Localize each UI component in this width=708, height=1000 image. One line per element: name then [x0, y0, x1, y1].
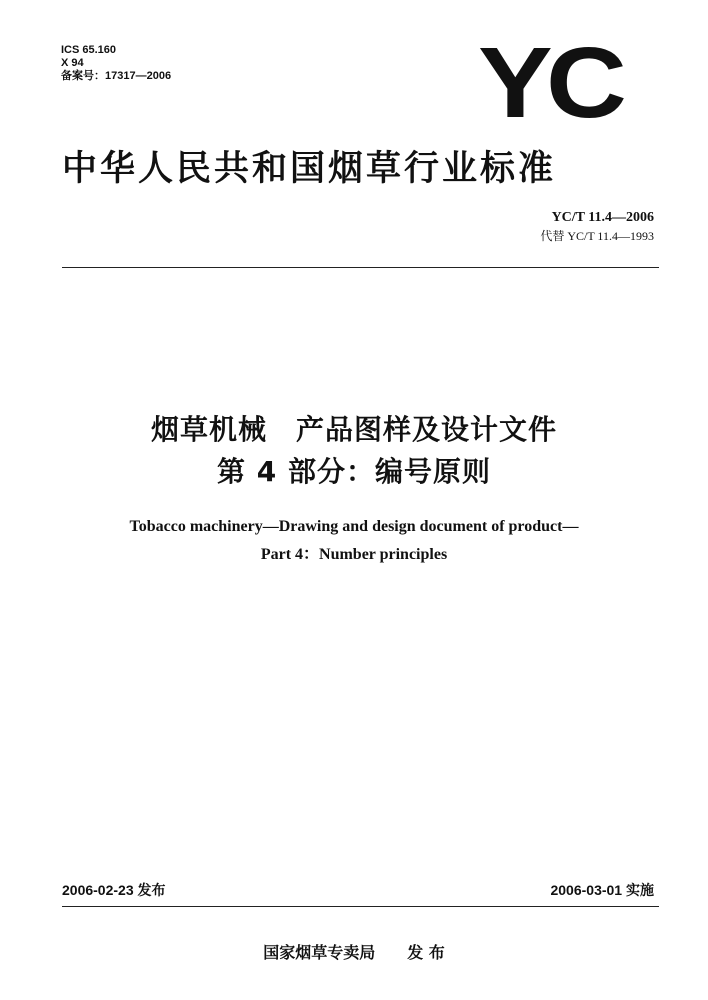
record-number: 备案号：17317—2006	[61, 70, 172, 82]
issuing-authority: 国家烟草专卖局 发 布	[263, 943, 445, 962]
replaces-standard: 代替 YC/T 11.4—1993	[540, 229, 654, 243]
document-title-zh-line1: 烟草机械 产品图样及设计文件	[150, 413, 557, 446]
classification-block	[61, 44, 171, 83]
publish-date: 2006-02-23 发布	[62, 882, 166, 898]
footer-divider	[62, 906, 659, 907]
document-title-zh-line2: 第 4 部分：编号原则	[217, 455, 491, 488]
standard-code: YC/T 11.4—2006	[551, 210, 654, 225]
yc-logo: YC	[478, 27, 621, 139]
standard-title: 中华人民共和国烟草行业标准	[62, 149, 557, 189]
implement-date: 2006-03-01 实施	[550, 882, 654, 898]
header-divider	[62, 267, 659, 268]
document-title-en-line2: Part 4：Number principles	[260, 546, 448, 563]
ccs-code: X 94	[61, 57, 84, 69]
ics-code: ICS 65.160	[61, 44, 117, 56]
document-title-en-line1: Tobacco machinery—Drawing and design document of product—	[129, 518, 579, 535]
